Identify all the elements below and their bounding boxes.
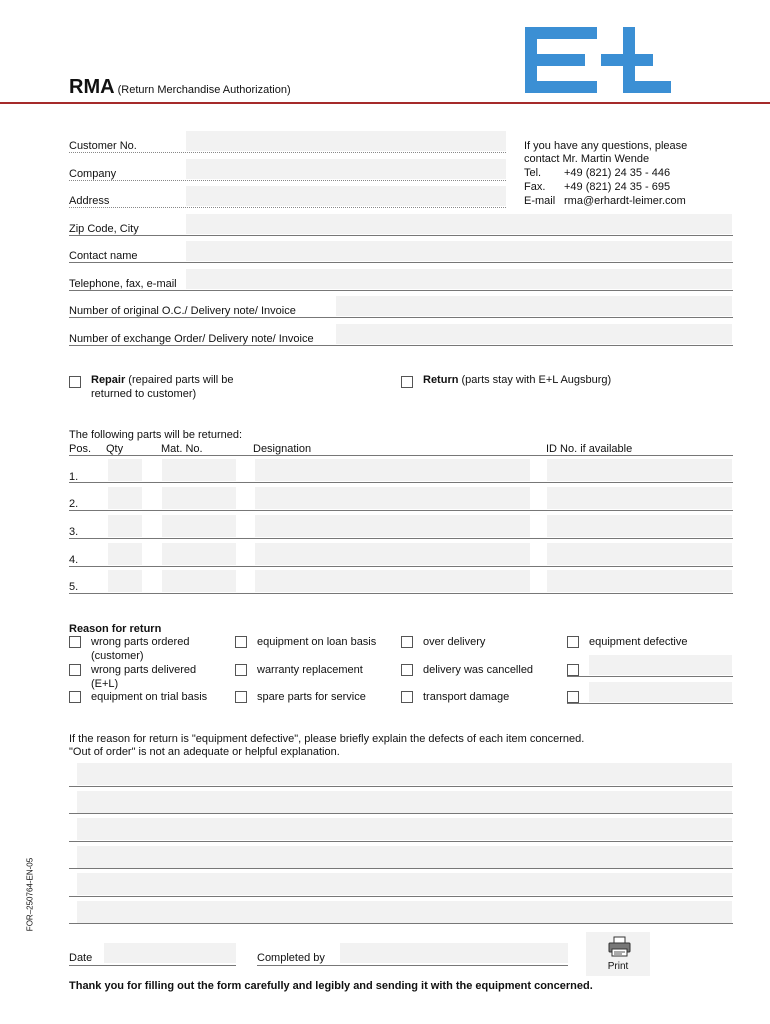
return-checkbox[interactable] (401, 376, 413, 388)
reason-wrong-delivered-label-2: (E+L) (91, 678, 119, 690)
defects-instruction-1: If the reason for return is "equipment defective", please briefly explain the defects of each item concerned. (69, 733, 585, 745)
reason-cancelled-checkbox[interactable] (401, 664, 413, 676)
row-5-line (69, 593, 733, 594)
row-3-id-field[interactable] (547, 515, 732, 537)
row-1-qty-field[interactable] (108, 459, 142, 481)
completed-by-field[interactable] (340, 943, 568, 963)
repair-rest: (repaired parts will be (125, 374, 234, 386)
reason-wrong-ordered-checkbox[interactable] (69, 636, 81, 648)
reason-transport-label: transport damage (423, 691, 510, 703)
contact-name-line (69, 262, 733, 263)
defect-line-2[interactable] (77, 791, 732, 813)
row-2-mat-field[interactable] (162, 487, 236, 509)
reason-other-2-checkbox[interactable] (567, 691, 579, 703)
reason-transport-checkbox[interactable] (401, 691, 413, 703)
row-3-qty-field[interactable] (108, 515, 142, 537)
col-mat-no: Mat. No. (161, 443, 203, 455)
reason-cancelled-label: delivery was cancelled (423, 664, 534, 676)
reason-over-label: over delivery (423, 636, 486, 648)
reason-defective-checkbox[interactable] (567, 636, 579, 648)
row-4-designation-field[interactable] (255, 543, 530, 565)
customer-no-field[interactable] (186, 131, 506, 151)
row-2-pos: 2. (69, 498, 79, 510)
reason-other-1-checkbox[interactable] (567, 664, 579, 676)
customer-no-line (69, 152, 506, 153)
contact-line1: If you have any questions, please (524, 140, 688, 152)
completed-by-label: Completed by (257, 952, 325, 964)
exchange-order-label: Number of exchange Order/ Delivery note/ Invoice (69, 333, 314, 345)
defect-line-6[interactable] (77, 901, 732, 923)
contact-email-value: rma@erhardt-leimer.com (564, 195, 686, 207)
reason-other-1-line (567, 676, 733, 677)
original-oc-line (69, 317, 733, 318)
repair-label-line2: returned to customer) (91, 388, 197, 400)
defect-line-4[interactable] (77, 846, 732, 868)
col-qty: Qty (106, 443, 124, 455)
reason-over-checkbox[interactable] (401, 636, 413, 648)
thank-you-note: Thank you for filling out the form carefully and legibly and sending it with the equipment concerned. (69, 980, 593, 992)
reason-defective-label: equipment defective (589, 636, 688, 648)
address-line (69, 207, 506, 208)
row-1-designation-field[interactable] (255, 459, 530, 481)
return-label (423, 374, 611, 387)
row-3-pos: 3. (69, 526, 79, 538)
row-3-line (69, 538, 733, 539)
reason-other-2-field[interactable] (589, 682, 732, 702)
row-1-id-field[interactable] (547, 459, 732, 481)
row-4-id-field[interactable] (547, 543, 732, 565)
reason-spare-label: spare parts for service (257, 691, 366, 703)
date-label: Date (69, 952, 93, 964)
company-label: Company (69, 168, 117, 180)
contact-fax-label: Fax. (524, 181, 546, 193)
form-code: FOR–250764-EN-05 (25, 857, 35, 932)
address-label: Address (69, 195, 110, 207)
exchange-order-line (69, 345, 733, 346)
row-1-pos: 1. (69, 471, 79, 483)
reason-spare-checkbox[interactable] (235, 691, 247, 703)
row-2-line (69, 510, 733, 511)
original-oc-field[interactable] (336, 296, 732, 316)
printer-icon (607, 936, 633, 958)
row-5-designation-field[interactable] (255, 570, 530, 592)
repair-bold: Repair (91, 374, 126, 386)
title-rma: RMA (69, 76, 115, 98)
completed-by-line (257, 965, 568, 966)
address-field[interactable] (186, 186, 506, 206)
row-5-mat-field[interactable] (162, 570, 236, 592)
row-2-qty-field[interactable] (108, 487, 142, 509)
row-4-line (69, 566, 733, 567)
customer-no-label: Customer No. (69, 140, 137, 152)
reason-loan-checkbox[interactable] (235, 636, 247, 648)
reason-other-1-field[interactable] (589, 655, 732, 675)
reason-wrong-delivered-checkbox[interactable] (69, 664, 81, 676)
telephone-line (69, 290, 733, 291)
reason-title: Reason for return (69, 623, 162, 635)
page-title (69, 76, 291, 99)
row-4-mat-field[interactable] (162, 543, 236, 565)
contact-fax-value: +49 (821) 24 35 - 695 (564, 181, 671, 193)
row-2-id-field[interactable] (547, 487, 732, 509)
row-5-pos: 5. (69, 581, 79, 593)
print-button[interactable] (586, 932, 650, 976)
zip-city-label: Zip Code, City (69, 223, 139, 235)
col-id-no: ID No. if available (546, 443, 633, 455)
title-subtitle: (Return Merchandise Authorization) (117, 84, 291, 96)
parts-header-line (69, 455, 733, 456)
defect-line-5[interactable] (77, 873, 732, 895)
row-4-qty-field[interactable] (108, 543, 142, 565)
row-1-line (69, 482, 733, 483)
row-3-mat-field[interactable] (162, 515, 236, 537)
reason-trial-label: equipment on trial basis (91, 691, 208, 703)
date-line (69, 965, 236, 966)
row-4-pos: 4. (69, 554, 79, 566)
repair-label (91, 374, 233, 387)
row-1-mat-field[interactable] (162, 459, 236, 481)
defect-line-1[interactable] (77, 763, 732, 785)
original-oc-label: Number of original O.C./ Delivery note/ Invoice (69, 305, 296, 317)
reason-other-2-line (567, 703, 733, 704)
contact-tel-label: Tel. (524, 167, 542, 179)
contact-email-label: E-mail (524, 195, 556, 207)
company-line (69, 180, 506, 181)
repair-checkbox[interactable] (69, 376, 81, 388)
defect-line-3[interactable] (77, 818, 732, 840)
return-bold: Return (423, 374, 459, 386)
defects-instruction-2: "Out of order" is not an adequate or helpful explanation. (69, 746, 340, 758)
row-5-id-field[interactable] (547, 570, 732, 592)
parts-intro: The following parts will be returned: (69, 429, 243, 441)
contact-line2: contact Mr. Martin Wende (524, 153, 650, 165)
reason-trial-checkbox[interactable] (69, 691, 81, 703)
reason-wrong-ordered-label: wrong parts ordered (91, 636, 190, 648)
print-label: Print (607, 961, 629, 972)
col-designation: Designation (253, 443, 312, 455)
col-pos: Pos. (69, 443, 92, 455)
reason-warranty-label: warranty replacement (257, 664, 363, 676)
contact-tel-value: +49 (821) 24 35 - 446 (564, 167, 671, 179)
contact-name-label: Contact name (69, 250, 138, 262)
reason-warranty-checkbox[interactable] (235, 664, 247, 676)
telephone-label: Telephone, fax, e-mail (69, 278, 177, 290)
reason-wrong-delivered-label: wrong parts delivered (91, 664, 197, 676)
reason-wrong-ordered-label-2: (customer) (91, 650, 144, 662)
reason-loan-label: equipment on loan basis (257, 636, 377, 648)
company-field[interactable] (186, 159, 506, 179)
row-2-designation-field[interactable] (255, 487, 530, 509)
return-rest: (parts stay with E+L Augsburg) (458, 374, 612, 386)
telephone-field[interactable] (186, 269, 732, 289)
zip-city-field[interactable] (186, 214, 732, 234)
company-logo (525, 27, 671, 93)
exchange-order-field[interactable] (336, 324, 732, 344)
row-3-designation-field[interactable] (255, 515, 530, 537)
header-rule (0, 102, 770, 104)
date-field[interactable] (104, 943, 236, 963)
zip-city-line (69, 235, 733, 236)
contact-name-field[interactable] (186, 241, 732, 261)
row-5-qty-field[interactable] (108, 570, 142, 592)
